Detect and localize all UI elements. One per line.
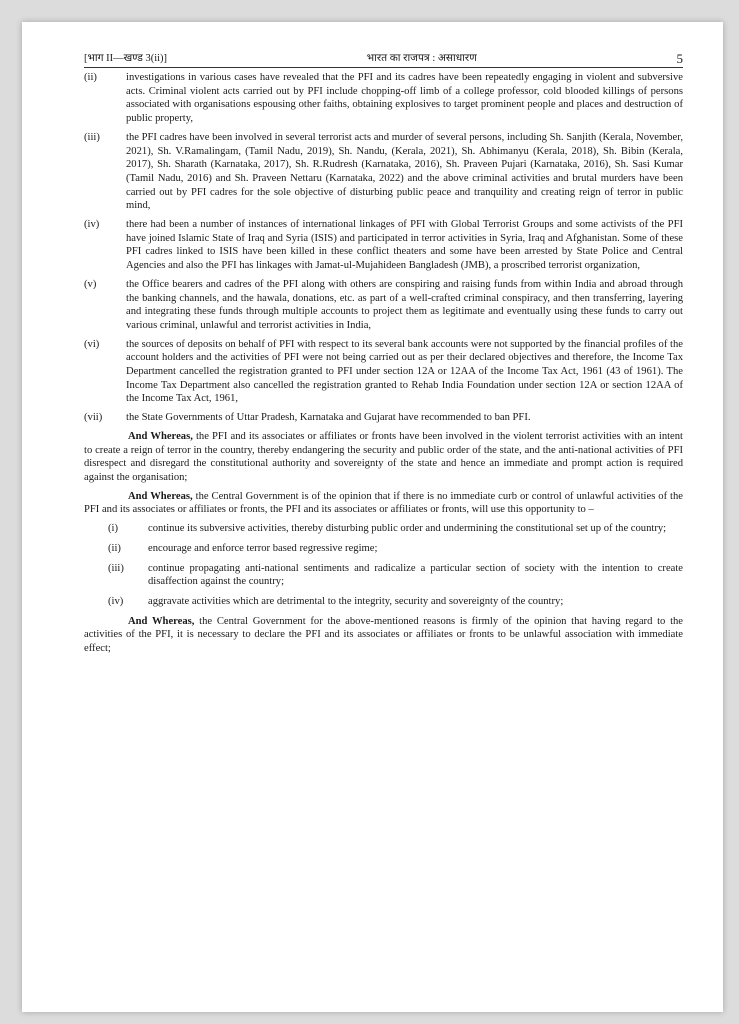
clause-text: the Office bearers and cadres of the PFI along with others are conspiring and raising funds from within India and abroad through the banking channels, and the hawala, donations, etc. as part of a well-crafted criminal conspiracy, and then transferring, layering and integrating these funds through multiple accounts to project them as legitimate and eventually using these funds to carry out various criminal, unlawful and terrorist activities in India, [126,278,683,331]
clause-text: the PFI cadres have been involved in several terrorist acts and murder of several persons, including Sh. Sanjith (Kerala, November, 2021), Sh. V.Ramalingam, (Tamil Nadu, 2019), Sh. Nandu, (Kerala, 2021), Sh. Abhimanyu (Kerala, 2018), Sh. Bibin (Kerala, 2017), Sh. Sharath (Karnataka, 2017), Sh. R.Rudresh (Karnataka, 2016), Sh. Praveen Pujari (Karnataka, 2016), Sh. Sasi Kumar (Tamil Nadu, 2016) and Sh. Praveen Nettaru (Karnataka, 2022) and the above criminal activities and brutal murders have been carried out by PFI cadres for the sole objective of disturbing public peace and tranquility and creating reign of terror in public mind, [126,131,683,212]
sub-clause-text: continue its subversive activities, thereby disturbing public order and undermining the constitutional set up of the country; [148,523,667,535]
sub-clause-text: encourage and enforce terror based regressive regime; [148,542,378,554]
sub-clause-number: (i) [108,523,118,535]
clause-text: the State Governments of Uttar Pradesh, Karnataka and Gujarat have recommended to ban PFI. [126,412,531,424]
clause-number: (vii) [84,412,103,424]
sub-clause-item [84,542,683,556]
whereas-text: the PFI and its associates or affiliates or fronts have been involved in the violent terrorist activities with an intent to create a reign of terror in the country, thereby endangering the security and public order of the state, and the anti-national activities of PFI disrespect and disregard the constitutional authority and sovereignty of the state and hence an immediate and prompt action is required against the organisation; [84,430,683,483]
clause-text: the sources of deposits on behalf of PFI with respect to its several bank accounts were not supported by the financial profiles of the account holders and the activities of PFI were not being carried out as per their declared objectives and therefore, the Income Tax Department cancelled the registration granted to PFI under section 12A or 12AA of the Income Tax Act, 1961 (43 of 1961). The Income Tax Department also cancelled the registration granted to Rehab India Foundation under section 12A or section 12AA of the Income Tax Act, 1961, [126,338,683,405]
whereas-text: the Central Government for the above-mentioned reasons is firmly of the opinion that having regard to the activities of the PFI, it is necessary to declare the PFI and its associates or affiliates or fronts to be unlawful association with immediate effect; [84,615,684,655]
clause-item [84,131,683,213]
whereas-lead: And Whereas, [128,615,195,627]
clause-number: (iv) [84,219,100,231]
sub-clause-text: continue propagating anti-national sentiments and radicalize a particular section of society with the intention to create disaffection against the country; [148,562,683,588]
clause-item [84,278,683,333]
whereas-lead: And Whereas, [128,430,193,442]
clause-number: (iii) [84,131,100,143]
clause-item [84,338,683,407]
sub-clause-text: aggravate activities which are detrimental to the integrity, security and sovereignty of the country; [148,595,564,607]
whereas-lead: And Whereas, [128,490,193,502]
header-gazette-title: भारत का राजपत्र : असाधारण [366,53,477,64]
sub-clause-item [84,562,683,589]
sub-clause-number: (ii) [108,542,121,554]
clause-item [84,71,683,126]
document-sheet [22,22,723,1012]
page-number: 5 [676,51,683,66]
clause-item [84,218,683,273]
sub-clause-item [84,595,683,609]
clause-item [84,411,683,425]
whereas-paragraph [84,430,683,485]
sub-clause-item [84,522,683,536]
whereas-paragraph [84,615,683,656]
whereas-paragraph [84,490,683,517]
gazette-page [84,52,683,661]
header-part-label: [भाग II—खण्ड 3(ii)] [84,53,168,64]
clause-text: there had been a number of instances of international linkages of PFI with Global Terrorist Groups and some activists of the PFI have joined Islamic State of Iraq and Syria (ISIS) and participated in terror activities in Syria, Iraq and Afghanistan. Some of these PFI cadres linked to ISIS have been killed in these conflict theaters and some have been arrested by State Police and Central Agencies and also the PFI has linkages with Jamat-ul-Mujahideen Bangladesh (JMB), a proscribed terrorist organization, [126,219,683,272]
clause-number: (ii) [84,72,97,83]
clause-number: (vi) [84,338,100,350]
sub-clause-number: (iii) [108,562,124,574]
page-header [84,52,683,68]
clause-text: investigations in various cases have revealed that the PFI and its cadres have been repeatedly engaging in violent and subversive acts. Criminal violent acts carried out by PFI include chopping-off limb of a college professor, cold blooded killings of persons associated with organisations espousing other faiths, obtaining explosives to target prominent people and places and destruction of public property, [126,72,683,125]
clause-number: (v) [84,278,97,290]
sub-clause-number: (iv) [108,595,124,607]
whereas-text: the Central Government is of the opinion that if there is no immediate curb or control of unlawful activities of the PFI and its associates or affiliates or fronts, the PFI and its associates or affiliates or fronts, will use this opportunity to – [84,490,684,516]
